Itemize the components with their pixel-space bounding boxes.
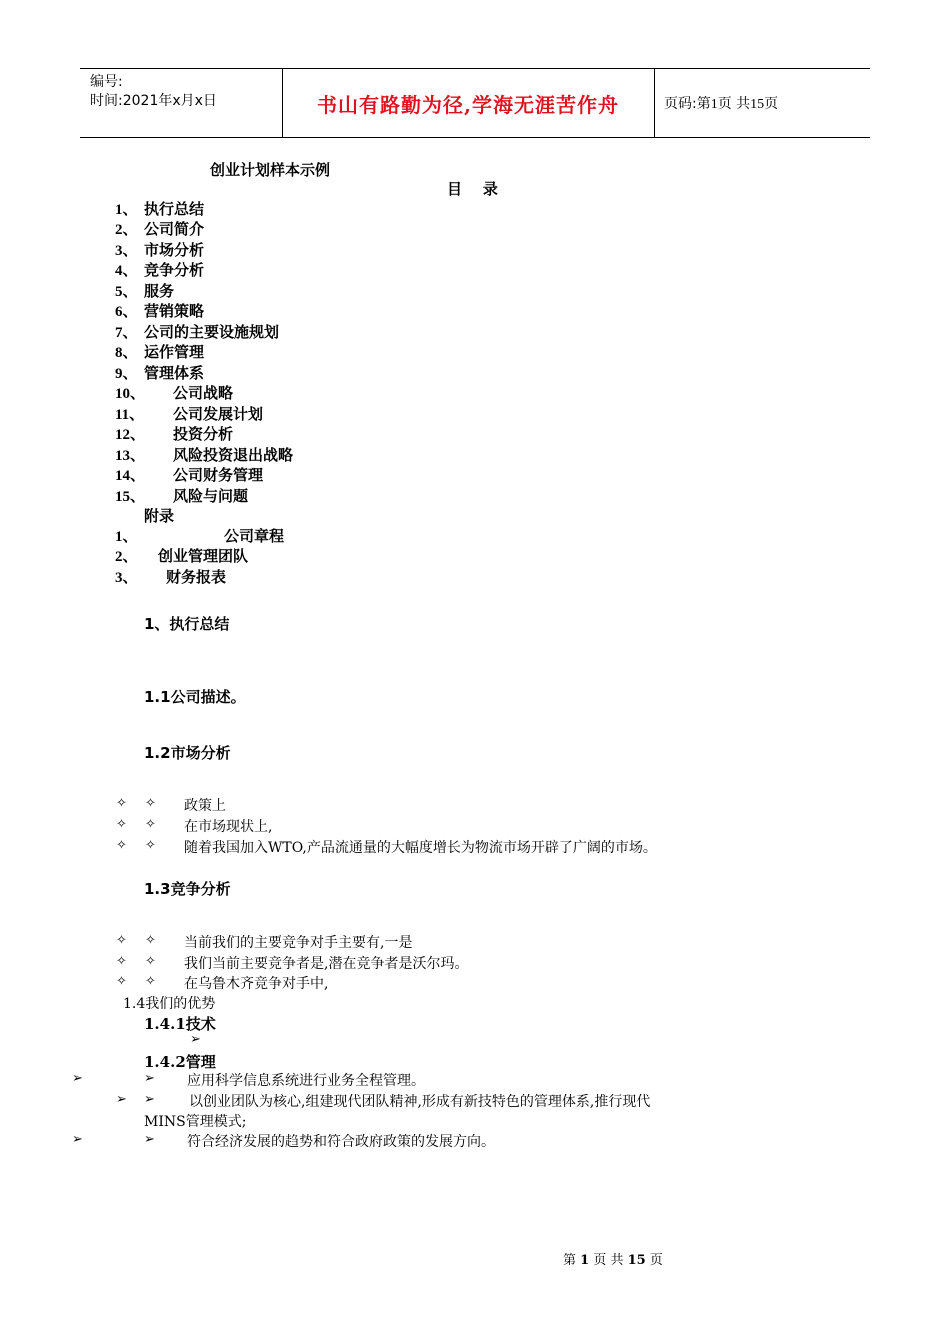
section-heading: 1.4.2管理 [144, 1053, 216, 1071]
toc-num: 6、 [115, 304, 138, 320]
bullet-text: 当前我们的主要竞争对手主要有,一是 [184, 935, 413, 951]
bullet-text: 在乌鲁木齐竞争对手中, [184, 976, 329, 992]
toc-item: 风险投资退出战略 [173, 446, 294, 464]
toc-item: 营销策略 [144, 302, 205, 320]
page-prefix: 页码:第 [664, 96, 711, 112]
footer-page-total: 15 [627, 1253, 646, 1268]
toc-num: 7、 [115, 325, 138, 341]
toc-num: 2、 [115, 222, 138, 238]
diamond-icon: ✧ [145, 954, 156, 969]
toc-num: 8、 [115, 345, 138, 361]
page-num: 1 [710, 97, 718, 112]
header-meta [90, 73, 217, 111]
appendix-title: 附录 [144, 507, 175, 525]
toc-num: 5、 [115, 284, 138, 300]
page-total: 15 [750, 97, 765, 112]
toc-num: 9、 [115, 366, 138, 382]
toc-title: 目 录 [447, 180, 498, 198]
toc-item: 投资分析 [173, 425, 234, 443]
arrow-icon: ➢ [144, 1132, 155, 1147]
page-mid: 页 共 [717, 96, 751, 112]
footer-page-num: 1 [580, 1253, 590, 1268]
toc-num: 4、 [115, 263, 138, 279]
section-heading: 1.2市场分析 [144, 744, 231, 762]
arrow-icon: ➢ [72, 1132, 83, 1147]
toc-item: 服务 [144, 282, 175, 300]
appendix-item: 公司章程 [224, 527, 285, 545]
footer-mid: 页 共 [593, 1253, 624, 1268]
toc-num: 3、 [115, 243, 138, 259]
appendix-item: 财务报表 [166, 568, 227, 586]
header-divider [654, 69, 655, 137]
page-suffix: 页 [764, 96, 779, 112]
diamond-icon: ✧ [116, 933, 127, 948]
header-motto: 书山有路勤为径,学海无涯苦作舟 [317, 92, 619, 117]
diamond-icon: ✧ [116, 954, 127, 969]
toc-num: 10、 [115, 386, 146, 402]
toc-item: 公司发展计划 [173, 405, 264, 423]
footer-suffix: 页 [649, 1253, 663, 1268]
arrow-icon: ➢ [144, 1092, 155, 1107]
section-heading: 1.1公司描述。 [144, 688, 246, 706]
appendix-num: 1、 [115, 529, 138, 545]
arrow-icon: ➢ [190, 1032, 201, 1047]
toc-item: 运作管理 [144, 343, 205, 361]
toc-item: 执行总结 [144, 200, 205, 218]
page-footer [563, 1249, 663, 1268]
arrow-icon: ➢ [72, 1071, 83, 1086]
toc-item: 管理体系 [144, 364, 205, 382]
toc-num: 13、 [115, 448, 146, 464]
toc-item: 公司的主要设施规划 [144, 323, 280, 341]
appendix-num: 2、 [115, 549, 138, 565]
arrow-icon: ➢ [116, 1092, 127, 1107]
section-heading: 1.4我们的优势 [123, 996, 216, 1012]
arrow-icon: ➢ [144, 1071, 155, 1086]
diamond-icon: ✧ [145, 933, 156, 948]
bullet-text-continued: MINS管理模式; [144, 1114, 247, 1130]
header-table [80, 68, 870, 138]
header-page-info [664, 93, 778, 113]
bullet-text: 我们当前主要竞争者是,潜在竞争者是沃尔玛。 [184, 956, 469, 972]
appendix-item: 创业管理团队 [158, 547, 249, 565]
diamond-icon: ✧ [145, 838, 156, 853]
toc-num: 12、 [115, 427, 146, 443]
toc-num: 15、 [115, 489, 146, 505]
appendix-num: 3、 [115, 570, 138, 586]
section-heading: 1、执行总结 [144, 615, 230, 633]
section-heading: 1.3竞争分析 [144, 880, 231, 898]
toc-item: 公司战略 [173, 384, 234, 402]
number-label: 编号: [90, 74, 123, 90]
footer-prefix: 第 [563, 1253, 577, 1268]
doc-title: 创业计划样本示例 [210, 161, 331, 179]
diamond-icon: ✧ [145, 796, 156, 811]
diamond-icon: ✧ [116, 796, 127, 811]
bullet-text: 应用科学信息系统进行业务全程管理。 [187, 1073, 425, 1089]
diamond-icon: ✧ [145, 974, 156, 989]
diamond-icon: ✧ [145, 817, 156, 832]
toc-num: 11、 [115, 407, 145, 423]
bullet-text: 以创业团队为核心,组建现代团队精神,形成有新技特色的管理体系,推行现代 [189, 1094, 651, 1110]
toc-num: 1、 [115, 202, 138, 218]
toc-num: 14、 [115, 468, 146, 484]
toc-item: 竞争分析 [144, 261, 205, 279]
diamond-icon: ✧ [116, 817, 127, 832]
time-label: 时间:2021年x月x日 [90, 93, 217, 109]
toc-item: 公司财务管理 [173, 466, 264, 484]
bullet-text: 随着我国加入WTO,产品流通量的大幅度增长为物流市场开辟了广阔的市场。 [184, 840, 657, 856]
bullet-text: 符合经济发展的趋势和符合政府政策的发展方向。 [187, 1134, 495, 1150]
section-heading: 1.4.1技术 [144, 1015, 216, 1033]
bullet-text: 在市场现状上, [184, 819, 273, 835]
toc-item: 市场分析 [144, 241, 205, 259]
diamond-icon: ✧ [116, 838, 127, 853]
toc-item: 公司简介 [144, 220, 205, 238]
bullet-text: 政策上 [184, 798, 226, 814]
toc-item: 风险与问题 [173, 487, 249, 505]
diamond-icon: ✧ [116, 974, 127, 989]
